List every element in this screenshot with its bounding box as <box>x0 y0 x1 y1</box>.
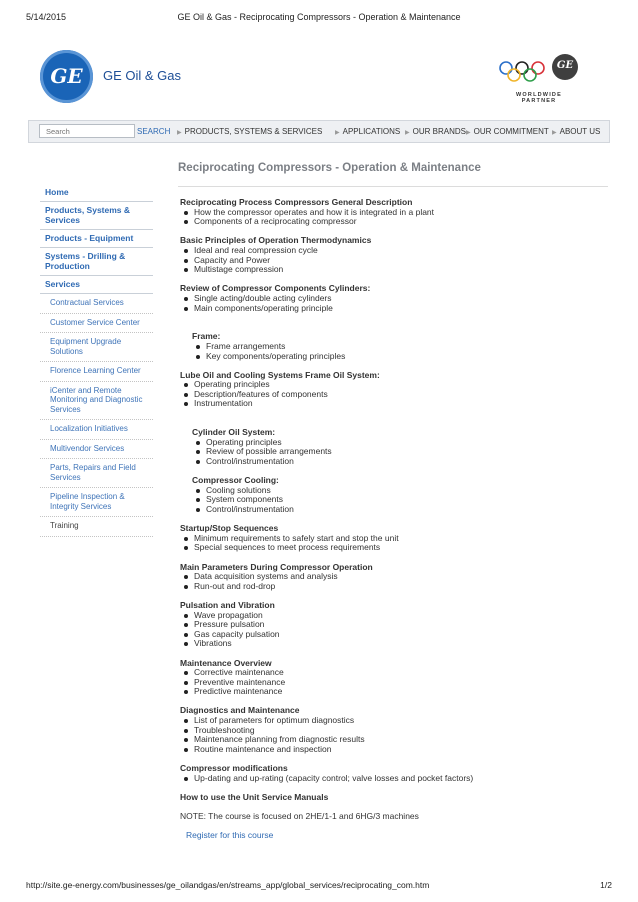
list-item: Routine maintenance and inspection <box>194 745 610 755</box>
section-heading: Maintenance Overview <box>180 657 272 668</box>
section-heading: Review of Compressor Components Cylinders: <box>180 283 371 294</box>
list-item: Operating principles <box>206 438 610 448</box>
ge-logo[interactable] <box>40 50 93 103</box>
print-footer <box>26 880 612 892</box>
list-item: Components of a reciprocating compressor <box>194 217 610 227</box>
bullet-list <box>180 534 610 553</box>
section-heading: Lube Oil and Cooling Systems Frame Oil System: <box>180 369 380 380</box>
top-nav-bar <box>28 120 610 143</box>
list-item: Single acting/double acting cylinders <box>194 294 610 304</box>
nav-item-label: ABOUT US <box>559 127 601 136</box>
sidebar-subitem-icenter[interactable]: iCenter and Remote Monitoring and Diagnostic Services <box>40 382 153 421</box>
list-item: Control/instrumentation <box>206 505 610 515</box>
subsection-heading: Cylinder Oil System: <box>192 427 276 438</box>
chevron-right-icon: ▶ <box>552 130 557 136</box>
subsection-heading: Frame: <box>192 331 221 342</box>
sidebar-item-products-equipment[interactable]: Products - Equipment <box>40 230 153 248</box>
list-item: Run-out and rod-drop <box>194 582 610 592</box>
chevron-right-icon: ▶ <box>177 130 182 136</box>
search-button[interactable]: SEARCH <box>137 127 171 136</box>
list-item: Minimum requirements to safely start and stop the unit <box>194 534 610 544</box>
print-header <box>26 12 612 24</box>
list-item: Pressure pulsation <box>194 620 610 630</box>
print-page-number: 1/2 <box>600 880 612 890</box>
list-item: Capacity and Power <box>194 256 610 266</box>
list-item: Multistage compression <box>194 265 610 275</box>
list-item: Gas capacity pulsation <box>194 630 610 640</box>
print-title: GE Oil & Gas - Reciprocating Compressors - Operation & Maintenance <box>177 12 461 22</box>
sidebar <box>40 184 153 537</box>
section-heading: Diagnostics and Maintenance <box>180 705 300 716</box>
ge-partner-monogram: GE <box>556 60 574 71</box>
page-title: Reciprocating Compressors - Operation & Maintenance <box>178 162 481 174</box>
section-heading: Reciprocating Process Compressors General Description <box>180 197 413 207</box>
list-item: System components <box>206 495 610 505</box>
section-heading: Startup/Stop Sequences <box>180 523 279 534</box>
bullet-list <box>192 438 610 467</box>
sidebar-item-services[interactable]: Services <box>40 276 153 294</box>
nav-item-label: OUR BRANDS <box>412 127 466 136</box>
nav-about-us[interactable] <box>552 127 600 136</box>
sidebar-subitem-parts-repairs[interactable]: Parts, Repairs and Field Services <box>40 459 153 488</box>
list-item: Corrective maintenance <box>194 668 610 678</box>
chevron-right-icon: ▶ <box>335 130 340 136</box>
chevron-right-icon: ▶ <box>405 130 410 136</box>
bullet-list <box>180 716 610 754</box>
list-item: Maintenance planning from diagnostic results <box>194 735 610 745</box>
list-item: List of parameters for optimum diagnostics <box>194 716 610 726</box>
sidebar-item-home[interactable]: Home <box>40 184 153 202</box>
title-divider <box>178 186 608 187</box>
course-note: NOTE: The course is focused on 2HE/1-1 and 6HG/3 machines <box>180 811 419 821</box>
list-item: Instrumentation <box>194 399 610 409</box>
sidebar-item-systems-drilling-production[interactable]: Systems - Drilling & Production <box>40 248 153 276</box>
sidebar-subitem-multivendor[interactable]: Multivendor Services <box>40 440 153 460</box>
list-item: Ideal and real compression cycle <box>194 246 610 256</box>
list-item: Up-dating and up-rating (capacity control; valve losses and pocket factors) <box>194 774 610 784</box>
nav-item-label: APPLICATIONS <box>342 127 401 136</box>
section-heading: How to use the Unit Service Manuals <box>180 791 329 802</box>
list-item: Key components/operating principles <box>206 352 610 362</box>
bullet-list <box>180 208 610 227</box>
olympic-rings-icon <box>498 60 546 84</box>
list-item: Wave propagation <box>194 611 610 621</box>
list-item: Data acquisition systems and analysis <box>194 572 610 582</box>
bullet-list <box>180 572 610 591</box>
list-item: Cooling solutions <box>206 486 610 496</box>
nav-item-label: OUR COMMITMENT <box>473 127 549 136</box>
subsection <box>192 428 610 514</box>
nav-our-commitment[interactable] <box>466 127 549 136</box>
bullet-list <box>180 668 610 697</box>
sidebar-subitem-florence-learning-center[interactable]: Florence Learning Center <box>40 362 153 382</box>
sidebar-subitem-training[interactable]: Training <box>40 517 153 537</box>
brand-name[interactable]: GE Oil & Gas <box>103 68 182 83</box>
list-item: Predictive maintenance <box>194 687 610 697</box>
list-item: How the compressor operates and how it is integrated in a plant <box>194 208 610 218</box>
list-item: Control/instrumentation <box>206 457 610 467</box>
sidebar-item-products-systems-services[interactable]: Products, Systems & Services <box>40 202 153 230</box>
section-heading: Pulsation and Vibration <box>180 599 275 610</box>
sidebar-subitem-localization[interactable]: Localization Initiatives <box>40 420 153 440</box>
sidebar-subitem-equipment-upgrade[interactable]: Equipment Upgrade Solutions <box>40 333 153 362</box>
bullet-list <box>180 611 610 649</box>
list-item: Special sequences to meet process requirements <box>194 543 610 553</box>
chevron-right-icon: ▶ <box>466 130 471 136</box>
main-content <box>180 198 610 841</box>
search-input[interactable] <box>39 124 135 138</box>
list-item: Preventive maintenance <box>194 678 610 688</box>
nav-item-label: PRODUCTS, SYSTEMS & SERVICES <box>184 127 323 136</box>
bullet-list <box>180 294 610 313</box>
bullet-list <box>180 246 610 275</box>
list-item: Frame arrangements <box>206 342 610 352</box>
subsection <box>192 332 610 361</box>
ge-partner-logo <box>552 54 578 80</box>
list-item: Troubleshooting <box>194 726 610 736</box>
list-item: Vibrations <box>194 639 610 649</box>
bullet-list <box>180 380 610 409</box>
list-item: Operating principles <box>194 380 610 390</box>
sidebar-subitem-pipeline-inspection[interactable]: Pipeline Inspection & Integrity Services <box>40 488 153 517</box>
ge-logo-monogram: GE <box>50 64 83 88</box>
nav-applications[interactable] <box>335 127 400 136</box>
print-url: http://site.ge-energy.com/businesses/ge_oilandgas/en/streams_app/global_services/reciprocating_com.htm <box>26 880 430 890</box>
subsection-heading: Compressor Cooling: <box>192 475 279 486</box>
section-heading: Main Parameters During Compressor Operation <box>180 561 373 572</box>
sidebar-subitem-customer-service-center[interactable]: Customer Service Center <box>40 314 153 334</box>
register-link[interactable]: Register for this course <box>186 830 274 841</box>
nav-products-systems-services[interactable] <box>177 127 322 136</box>
bullet-list <box>192 342 610 361</box>
list-item: Main components/operating principle <box>194 304 610 314</box>
list-item: Description/features of components <box>194 390 610 400</box>
bullet-list <box>192 486 610 515</box>
list-item: Review of possible arrangements <box>206 447 610 457</box>
section-heading: Compressor modifications <box>180 763 288 774</box>
bullet-list <box>180 774 610 784</box>
nav-our-brands[interactable] <box>405 127 466 136</box>
sidebar-subitem-contractual-services[interactable]: Contractual Services <box>40 294 153 314</box>
worldwide-partner-label: WORLDWIDE PARTNER <box>516 92 562 104</box>
print-date: 5/14/2015 <box>26 12 67 22</box>
section-heading: Basic Principles of Operation Thermodynamics <box>180 235 372 246</box>
